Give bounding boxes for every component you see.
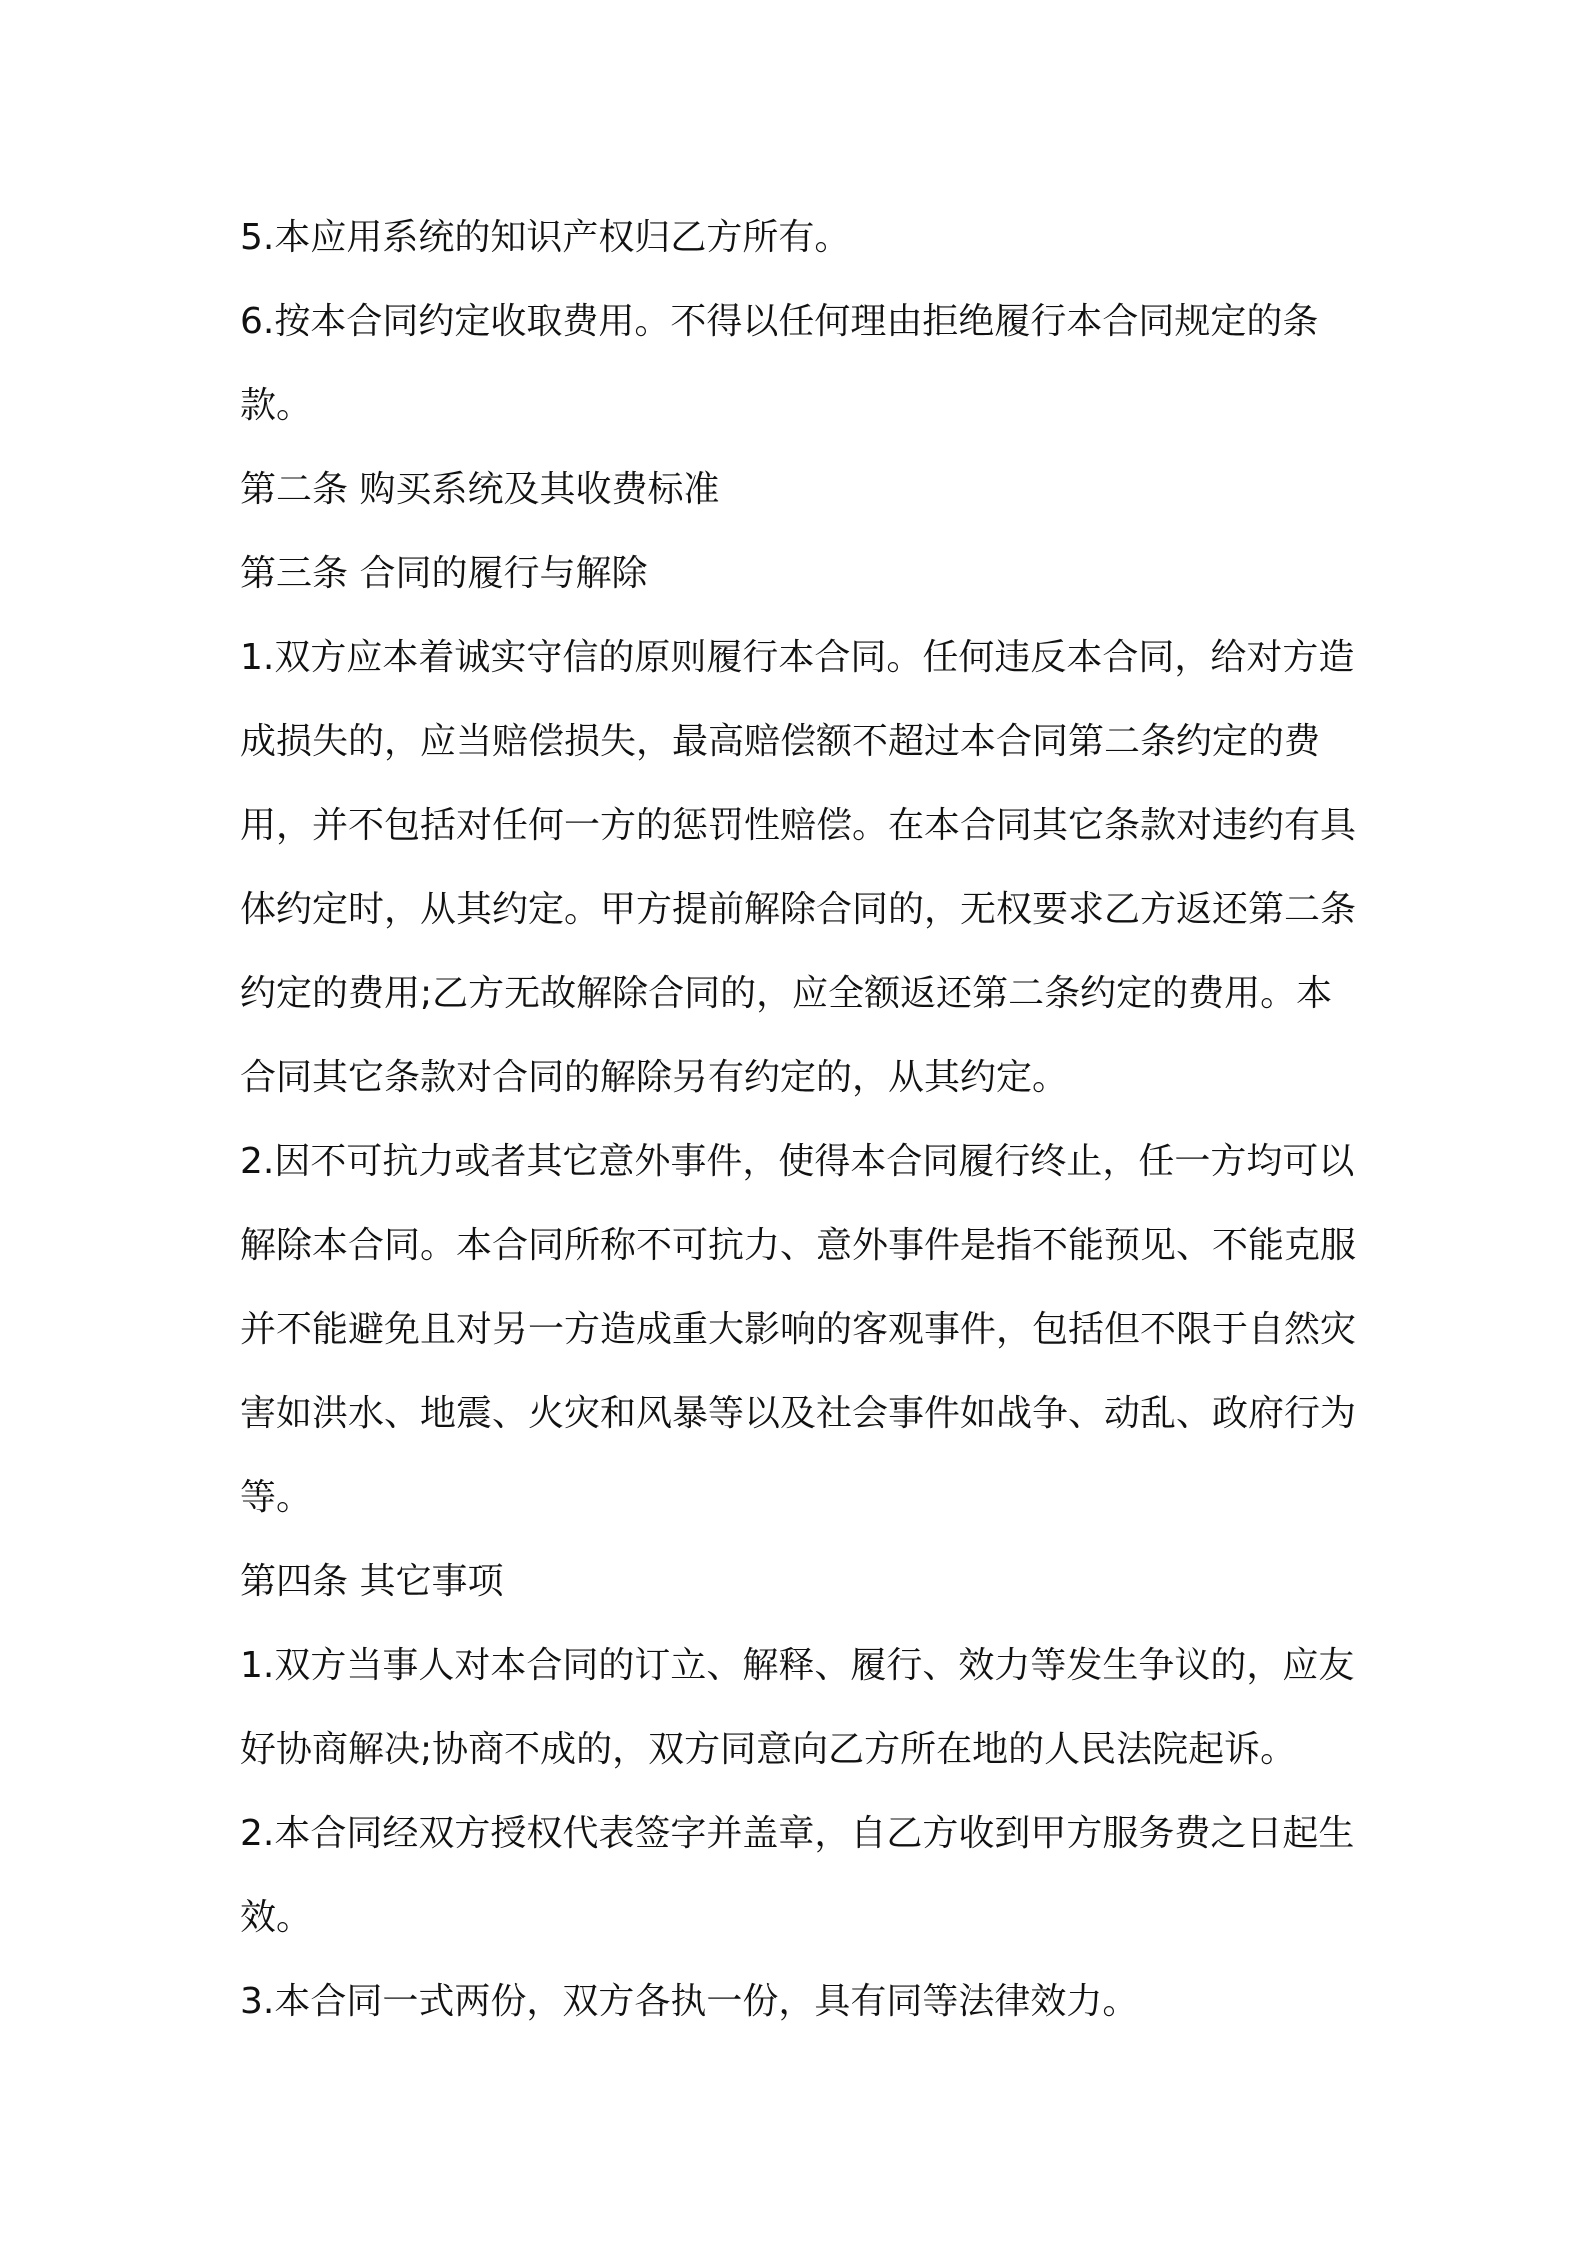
section-3-clause-1: 1.双方应本着诚实守信的原则履行本合同。任何违反本合同，给对方造成损失的，应当赔偿损失，最高赔偿额不超过本合同第二条约定的费用，并不包括对任何一方的惩罚性赔偿。在本合同其它条款对违约有具体约定时，从其约定。甲方提前解除合同的，无权要求乙方返还第二条约定的费用;乙方无故解除合同的，应全额返还第二条约定的费用。本合同其它条款对合同的解除另有约定的，从其约定。 xyxy=(240,637,1357,1098)
clause-6-fees: 6.按本合同约定收取费用。不得以任何理由拒绝履行本合同规定的条款。 xyxy=(240,301,1319,426)
section-heading-3: 第三条 合同的履行与解除 xyxy=(240,553,648,594)
document-body xyxy=(240,196,1360,2044)
section-heading-4: 第四条 其它事项 xyxy=(240,1561,504,1602)
section-3-clause-2: 2.因不可抗力或者其它意外事件，使得本合同履行终止，任一方均可以解除本合同。本合同所称不可抗力、意外事件是指不能预见、不能克服并不能避免且对另一方造成重大影响的客观事件，包括但不限于自然灾害如洪水、地震、火灾和风暴等以及社会事件如战争、动乱、政府行为等。 xyxy=(240,1141,1357,1518)
section-4-clause-3: 3.本合同一式两份，双方各执一份，具有同等法律效力。 xyxy=(240,1981,1139,2022)
clause-5-ip-rights: 5.本应用系统的知识产权归乙方所有。 xyxy=(240,217,851,258)
section-4-clause-1: 1.双方当事人对本合同的订立、解释、履行、效力等发生争议的，应友好协商解决;协商不成的，双方同意向乙方所在地的人民法院起诉。 xyxy=(240,1645,1355,1770)
section-heading-2: 第二条 购买系统及其收费标准 xyxy=(240,469,720,510)
section-4-clause-2: 2.本合同经双方授权代表签字并盖章，自乙方收到甲方服务费之日起生效。 xyxy=(240,1813,1355,1938)
